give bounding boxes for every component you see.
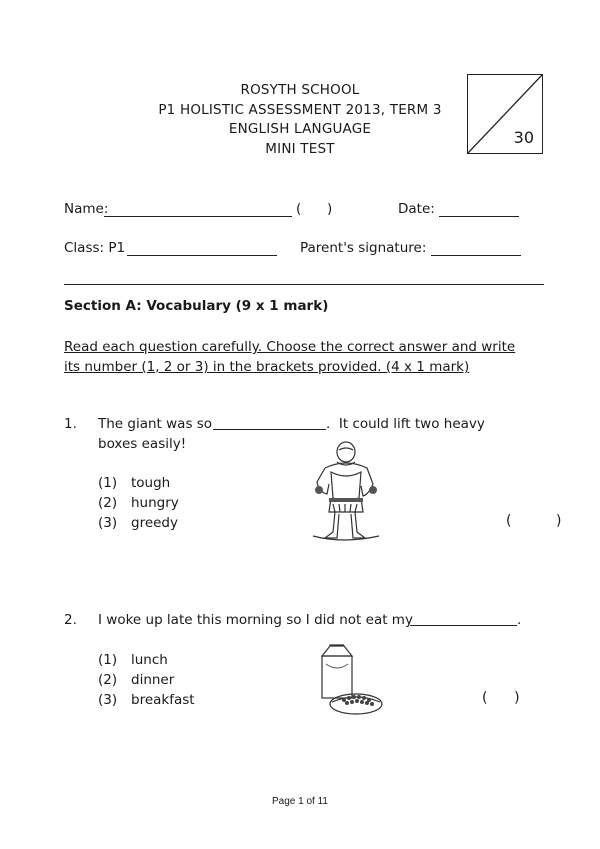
q1-option-1-number: (1) [98, 475, 118, 491]
milk-and-cereal-illustration [312, 644, 384, 718]
school-name: ROSYTH SCHOOL [240, 82, 360, 98]
date-field[interactable] [439, 216, 519, 217]
giant-illustration [305, 440, 387, 542]
question-2-text-end: . [517, 612, 522, 628]
register-number-brackets: ( ) [296, 201, 333, 217]
divider [64, 284, 544, 285]
question-1-text-end: . It could lift two heavy [326, 416, 485, 432]
q1-option-1-text: tough [131, 475, 171, 491]
q2-option-1-text: lunch [131, 652, 168, 668]
q2-option-2-number: (2) [98, 672, 118, 688]
q1-option-2-text: hungry [131, 495, 179, 511]
page-number: Page 1 of 11 [272, 796, 328, 807]
section-a-instruction-1: Read each question carefully. Choose the correct answer and write [64, 339, 516, 355]
section-a-instruction-2: its number (1, 2 or 3) in the brackets provided. (4 x 1 mark) [64, 359, 470, 375]
parent-signature-label: Parent's signature: [300, 240, 427, 256]
section-a-title: Section A: Vocabulary (9 x 1 mark) [64, 298, 329, 314]
q1-option-2-number: (2) [98, 495, 118, 511]
subject-title: ENGLISH LANGUAGE [228, 121, 372, 137]
question-2-blank [410, 625, 517, 626]
q1-option-3-number: (3) [98, 515, 118, 531]
question-1-text-start: The giant was so [98, 416, 213, 432]
q2-option-3-text: breakfast [131, 692, 195, 708]
q2-option-1-number: (1) [98, 652, 118, 668]
q1-option-3-text: greedy [131, 515, 178, 531]
parent-signature-field[interactable] [431, 255, 521, 256]
class-field[interactable] [127, 255, 277, 256]
question-1-answer-brackets[interactable]: ( ) [506, 513, 562, 529]
name-field[interactable] [104, 216, 292, 217]
question-1-text-line2: boxes easily! [98, 436, 187, 452]
date-label: Date: [398, 201, 435, 217]
question-1-blank [213, 429, 326, 430]
question-2-number: 2. [64, 612, 77, 628]
score-box [467, 74, 543, 154]
question-2-answer-brackets[interactable]: ( ) [482, 690, 520, 706]
assessment-title: P1 HOLISTIC ASSESSMENT 2013, TERM 3 [158, 102, 442, 118]
name-label: Name: [64, 201, 109, 217]
class-label: Class: P1 [64, 240, 126, 256]
q2-option-3-number: (3) [98, 692, 118, 708]
test-title: MINI TEST [265, 141, 335, 157]
question-2-text-start: I woke up late this morning so I did not eat my [98, 612, 413, 628]
q2-option-2-text: dinner [131, 672, 175, 688]
score-total: 30 [513, 128, 534, 147]
question-1-number: 1. [64, 416, 77, 432]
